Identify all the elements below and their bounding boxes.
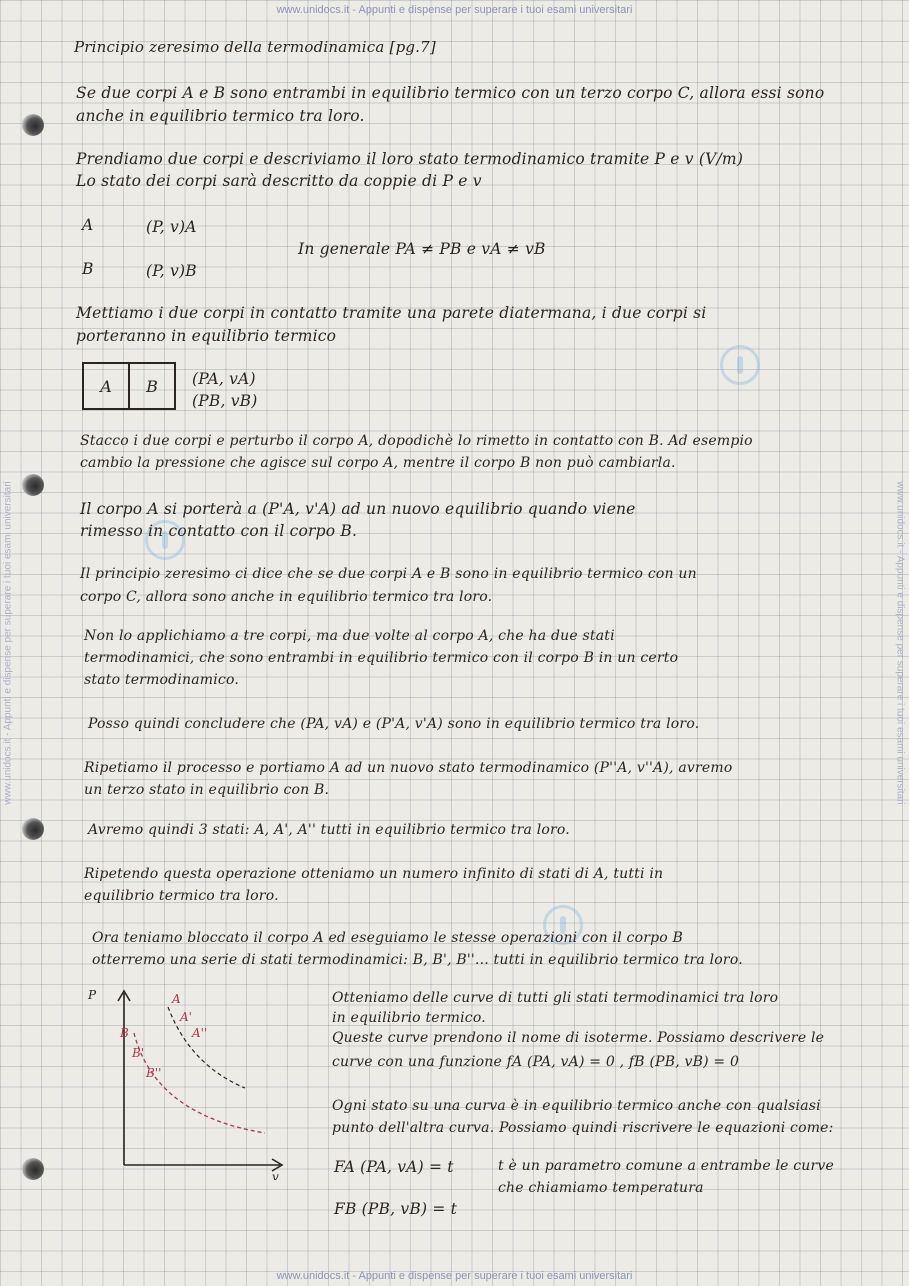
text-line: curve con una funzione fA (PA, vA) = 0 , fB (PB, vB) = 0 xyxy=(332,1054,740,1070)
text-line: Lo stato dei corpi sarà descritto da coppie di P e v xyxy=(76,172,482,190)
binder-hole xyxy=(22,818,44,840)
curve-label-b: B xyxy=(120,1026,129,1040)
box-b: B xyxy=(146,376,158,396)
state-general: In generale PA ≠ PB e vA ≠ vB xyxy=(298,240,546,258)
curve-label-b-prime: B' xyxy=(132,1046,145,1060)
curve-label-a-second: A'' xyxy=(192,1026,208,1040)
box-a: A xyxy=(84,364,130,408)
x-axis-label: v xyxy=(272,1170,279,1180)
isotherm-b xyxy=(134,1033,265,1133)
text-line: rimesso in contatto con il corpo B. xyxy=(80,522,358,540)
text-line: termodinamici, che sono entrambi in equilibrio termico con il corpo B in un certo xyxy=(84,650,679,666)
text-line: Avremo quindi 3 stati: A, A', A'' tutti in equilibrio termico tra loro. xyxy=(88,822,570,838)
watermark-bottom: www.unidocs.it - Appunti e dispense per superare i tuoi esami universitari xyxy=(276,1270,633,1282)
text-line: Il corpo A si porterà a (P'A, v'A) ad un nuovo equilibrio quando viene xyxy=(80,500,636,518)
isotherm-graph xyxy=(80,985,290,1180)
text-line: Queste curve prendono il nome di isoterme. Possiamo descrivere le xyxy=(332,1030,825,1046)
watermark-right: www.unidocs.it - Appunti e dispense per superare i tuoi esami universitari xyxy=(894,481,906,805)
text-line: in equilibrio termico. xyxy=(332,1010,486,1026)
contact-diagram xyxy=(82,362,176,410)
binder-hole xyxy=(22,1158,44,1180)
text-line: punto dell'altra curva. Possiamo quindi riscrivere le equazioni come: xyxy=(332,1120,834,1136)
text-line: Il principio zeresimo ci dice che se due corpi A e B sono in equilibrio termico con un xyxy=(80,566,697,582)
equation-note: che chiamiamo temperatura xyxy=(498,1180,704,1196)
text-line: anche in equilibrio termico tra loro. xyxy=(76,107,365,125)
text-line: Ogni stato su una curva è in equilibrio termico anche con qualsiasi xyxy=(332,1098,821,1114)
equation-b: FB (PB, vB) = t xyxy=(334,1200,458,1218)
curve-label-a-prime: A' xyxy=(180,1010,192,1024)
contact-pa: (PA, vA) xyxy=(192,370,256,388)
text-line: Otteniamo delle curve di tutti gli stati termodinamici tra loro xyxy=(332,990,779,1006)
state-a-pair: (P, v)A xyxy=(146,218,197,236)
watermark-left: www.unidocs.it - Appunti e dispense per superare i tuoi esami universitari xyxy=(2,481,14,805)
text-line: equilibrio termico tra loro. xyxy=(84,888,279,904)
curve-label-a: A xyxy=(172,992,181,1006)
text-line: cambio la pressione che agisce sul corpo A, mentre il corpo B non può cambiarla. xyxy=(80,455,676,471)
text-line: otterremo una serie di stati termodinamici: B, B', B''... tutti in equilibrio termico tra loro. xyxy=(92,952,743,968)
text-line: Non lo applichiamo a tre corpi, ma due volte al corpo A, che ha due stati xyxy=(84,628,615,644)
text-line: un terzo stato in equilibrio con B. xyxy=(84,782,330,798)
state-a-label: A xyxy=(82,216,94,234)
state-b-pair: (P, v)B xyxy=(146,262,197,280)
binder-hole xyxy=(22,114,44,136)
text-line: Ripetendo questa operazione otteniamo un numero infinito di stati di A, tutti in xyxy=(84,866,664,882)
binder-hole xyxy=(22,474,44,496)
text-line: Ora teniamo bloccato il corpo A ed eseguiamo le stesse operazioni con il corpo B xyxy=(92,930,684,946)
text-line: stato termodinamico. xyxy=(84,672,239,688)
state-b-label: B xyxy=(82,260,94,278)
watermark-top: www.unidocs.it - Appunti e dispense per superare i tuoi esami universitari xyxy=(276,4,633,16)
text-line: Stacco i due corpi e perturbo il corpo A, dopodichè lo rimetto in contatto con B. Ad esempio xyxy=(80,433,753,449)
text-line: Posso quindi concludere che (PA, vA) e (P'A, v'A) sono in equilibrio termico tra loro. xyxy=(88,716,700,732)
text-line: Se due corpi A e B sono entrambi in equilibrio termico con un terzo corpo C, allora essi sono xyxy=(76,84,825,102)
watermark-logo xyxy=(720,345,760,385)
text-line: porteranno in equilibrio termico xyxy=(76,327,337,345)
equation-note: t è un parametro comune a entrambe le curve xyxy=(498,1158,835,1174)
page-title: Principio zeresimo della termodinamica [pg.7] xyxy=(74,38,436,56)
equation-a: FA (PA, vA) = t xyxy=(334,1158,454,1176)
y-axis-label: P xyxy=(88,988,97,1002)
text-line: Prendiamo due corpi e descriviamo il loro stato termodinamico tramite P e v (V/m) xyxy=(76,150,744,168)
text-line: Ripetiamo il processo e portiamo A ad un nuovo stato termodinamico (P''A, v''A), avremo xyxy=(84,760,733,776)
text-line: corpo C, allora sono anche in equilibrio termico tra loro. xyxy=(80,589,493,605)
text-line: Mettiamo i due corpi in contatto tramite una parete diatermana, i due corpi si xyxy=(76,304,707,322)
curve-label-b-second: B'' xyxy=(146,1066,162,1080)
contact-pb: (PB, vB) xyxy=(192,392,258,410)
